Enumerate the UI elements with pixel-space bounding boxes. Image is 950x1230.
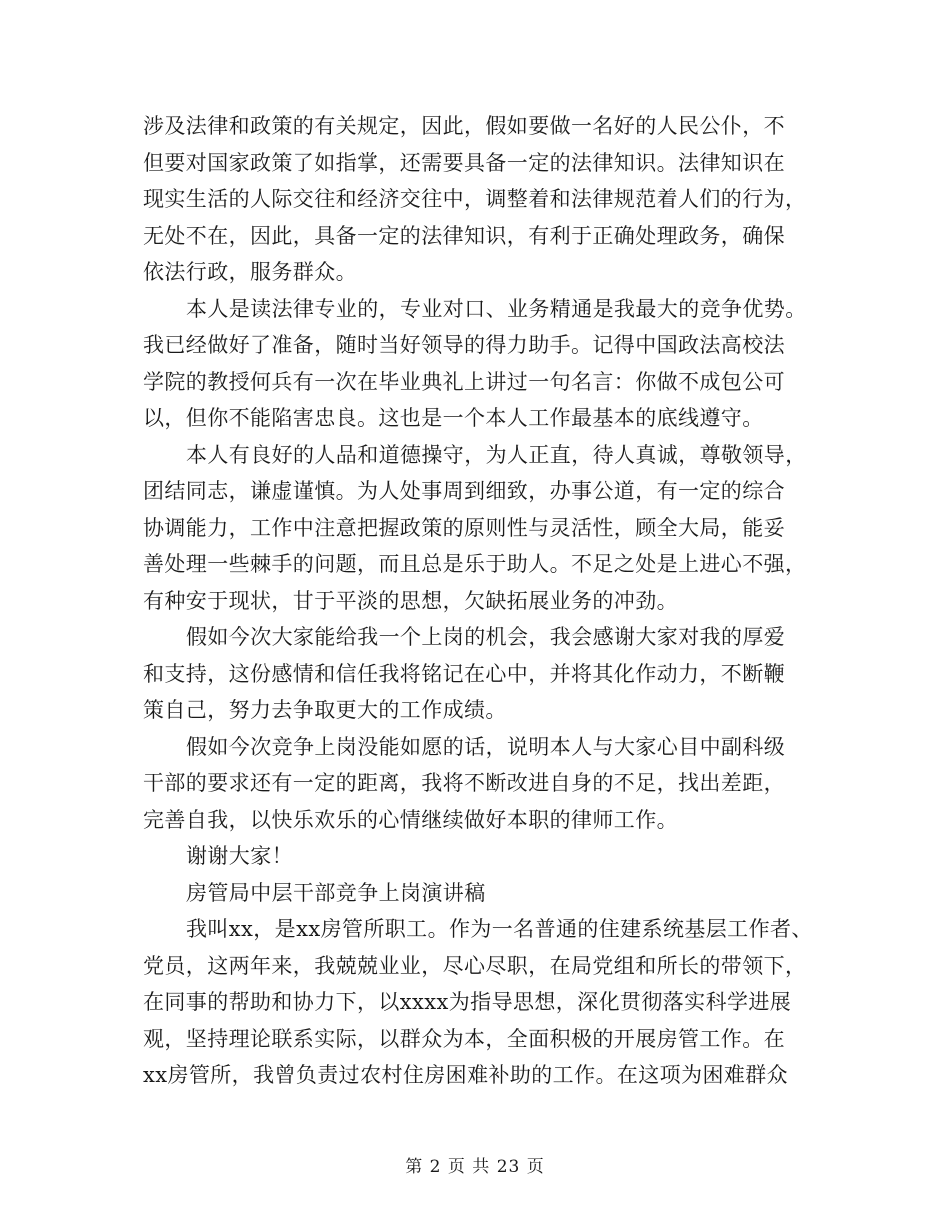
- text-line: xx房管所，我曾负责过农村住房困难补助的工作。在这项为困难群众: [143, 1063, 789, 1087]
- section-title: 房管局中层干部竞争上岗演讲稿: [186, 880, 486, 905]
- closing-thanks: 谢谢大家！: [186, 844, 293, 868]
- text-line: 观，坚持理论联系实际，以群众为本，全面积极的开展房管工作。在: [143, 1026, 785, 1051]
- text-line: 现实生活的人际交往和经济交往中，调整着和法律规范着人们的行为，: [143, 187, 807, 211]
- document-body: [143, 108, 823, 1094]
- text-line: 善处理一些棘手的问题，而且总是乐于助人。不足之处是上进心不强，: [143, 552, 807, 576]
- text-line: 依法行政，服务群众。: [143, 260, 357, 284]
- text-line: 党员，这两年来，我兢兢业业，尽心尽职，在局党组和所长的带领下，: [143, 953, 807, 978]
- text-line: 但要对国家政策了如指掌，还需要具备一定的法律知识。法律知识在: [143, 150, 785, 175]
- page-number-footer: 第 2 页 共 23 页: [405, 1157, 545, 1177]
- text-line: 干部的要求还有一定的距离，我将不断改进自身的不足，找出差距，: [143, 771, 785, 795]
- text-line: 我已经做好了准备，随时当好领导的得力助手。记得中国政法高校法: [143, 333, 785, 357]
- paragraph-start-line: 我叫xx，是xx房管所职工。作为一名普通的住建系统基层工作者、: [186, 917, 813, 941]
- text-line: 协调能力，工作中注意把握政策的原则性与灵活性，顾全大局，能妥: [143, 515, 785, 540]
- paragraph-start-line: 本人有良好的人品和道德操守，为人正直，待人真诚，尊敬领导，: [186, 442, 807, 467]
- paragraph-start-line: 本人是读法律专业的，专业对口、业务精通是我最大的竞争优势。: [186, 296, 807, 321]
- text-line: 学院的教授何兵有一次在毕业典礼上讲过一句名言：你做不成包公可: [143, 369, 785, 394]
- text-line: 无处不在，因此，具备一定的法律知识，有利于正确处理政务，确保: [143, 223, 785, 248]
- text-line: 涉及法律和政策的有关规定，因此，假如要做一名好的人民公仆，不: [143, 114, 785, 138]
- text-line: 和支持，这份感情和信任我将铭记在心中，并将其化作动力，不断鞭: [143, 661, 785, 686]
- paragraph-start-line: 假如今次大家能给我一个上岗的机会，我会感谢大家对我的厚爱: [186, 625, 786, 649]
- text-line: 团结同志，谦虚谨慎。为人处事周到细致，办事公道，有一定的综合: [143, 479, 785, 503]
- paragraph-start-line: 假如今次竞争上岗没能如愿的话，说明本人与大家心目中副科级: [186, 734, 786, 759]
- text-line: 以，但你不能陷害忠良。这也是一个本人工作最基本的底线遵守。: [143, 406, 764, 430]
- text-line: 有种安于现状，甘于平淡的思想，欠缺拓展业务的冲劲。: [143, 588, 678, 613]
- text-line: 策自己，努力去争取更大的工作成绩。: [143, 698, 507, 722]
- text-line: 在同事的帮助和协力下，以xxxx为指导思想，深化贯彻落实科学进展: [143, 990, 792, 1014]
- text-line: 完善自我，以快乐欢乐的心情继续做好本职的律师工作。: [143, 807, 678, 832]
